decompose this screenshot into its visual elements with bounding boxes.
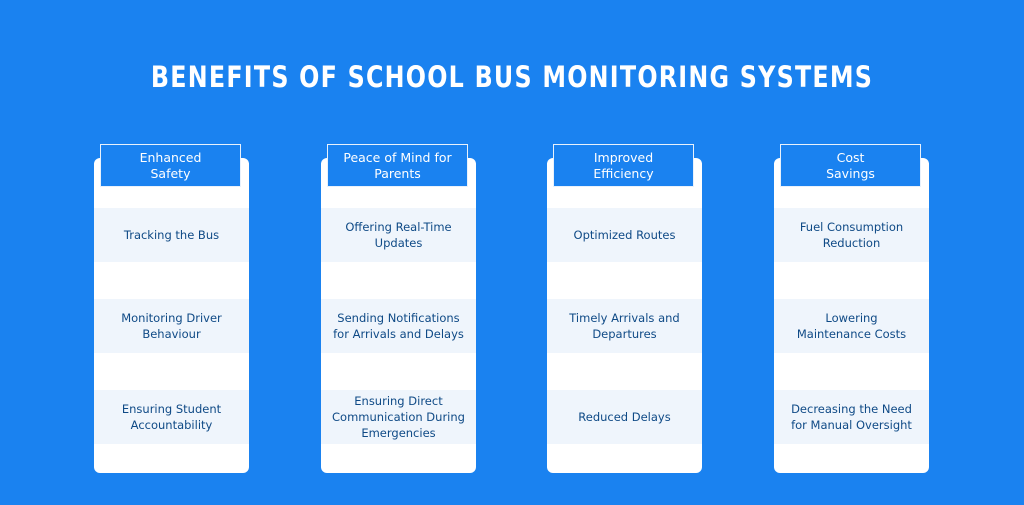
- column-header: Enhanced Safety: [100, 144, 241, 187]
- benefit-item: Optimized Routes: [573, 228, 676, 242]
- benefit-item: Ensuring Direct Communication During Emergencies: [332, 394, 465, 440]
- benefit-column-peace-of-mind: [321, 149, 476, 473]
- column-header: Improved Efficiency: [553, 144, 694, 187]
- benefit-column-improved-efficiency: [547, 149, 702, 473]
- benefit-column-enhanced-safety: [94, 149, 249, 473]
- benefit-item: Fuel Consumption Reduction: [799, 220, 904, 250]
- column-header: Peace of Mind for Parents: [327, 144, 468, 187]
- benefit-item: Ensuring Student Accountability: [121, 402, 222, 432]
- benefit-column-cost-savings: [774, 149, 929, 473]
- benefit-item: Monitoring Driver Behaviour: [121, 311, 222, 341]
- benefit-item: Reduced Delays: [578, 410, 671, 424]
- benefit-item: Offering Real-Time Updates: [345, 220, 452, 250]
- benefit-item: Tracking the Bus: [123, 228, 220, 242]
- benefit-item: Lowering Maintenance Costs: [796, 311, 907, 341]
- column-header: Cost Savings: [780, 144, 921, 187]
- benefit-item: Sending Notifications for Arrivals and Delays: [333, 311, 464, 341]
- page-title: BENEFITS OF SCHOOL BUS MONITORING SYSTEMS: [150, 60, 874, 94]
- benefit-item: Decreasing the Need for Manual Oversight: [791, 402, 912, 432]
- benefit-item: Timely Arrivals and Departures: [569, 311, 680, 341]
